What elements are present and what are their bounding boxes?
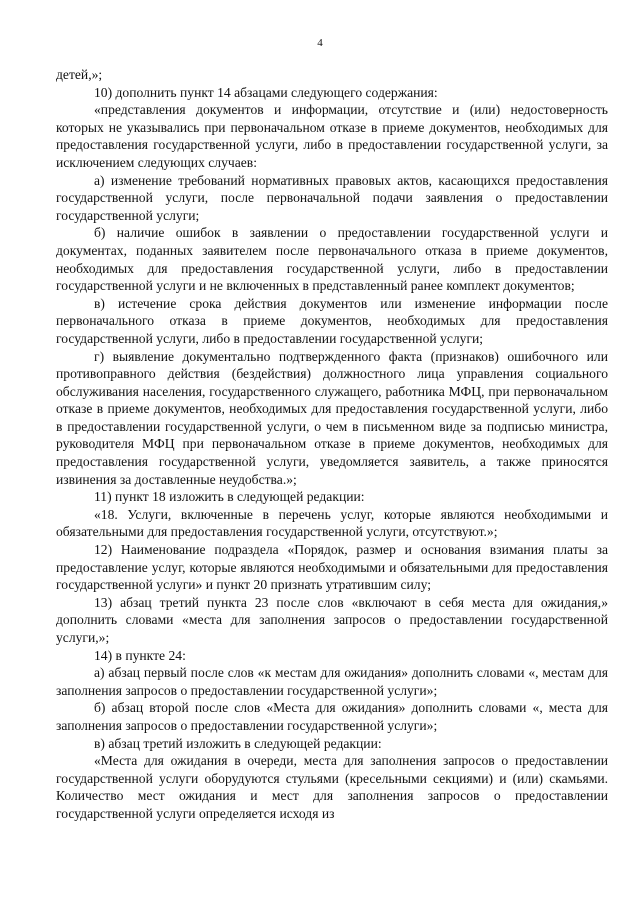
paragraph: 13) абзац третий пункта 23 после слов «включают в себя места для ожидания,» дополнить словами «места для заполнения запросов о предоставлении государственной услуги,»; [56,594,608,645]
paragraph: «18. Услуги, включенные в перечень услуг, которые являются необходимыми и обязательными для предоставления государственной услуги, отсутствуют.»; [56,506,608,540]
document-body [56,66,608,823]
paragraph: 14) в пункте 24: [94,647,186,663]
paragraph: в) истечение срока действия документов или изменение информации после первоначального отказа в приеме документов, необходимых для предоставления государственной услуги, либо в предоставлении государственной услуги; [56,295,608,346]
paragraph: «представления документов и информации, отсутствие и (или) недостоверность которых не указывались при первоначальном отказе в приеме документов, необходимых для предоставления государственной услуги, либо в предоставлении государственной услуги, за исключением следующих случаев: [56,102,608,170]
paragraph: в) абзац третий изложить в следующей редакции: [94,735,382,751]
page-number: 4 [317,37,323,49]
paragraph: а) абзац первый после слов «к местам для ожидания» дополнить словами «, местам для заполнения запросов о предоставлении государственной услуги»; [56,665,608,698]
paragraph: 11) пункт 18 изложить в следующей редакции: [94,489,365,505]
paragraph: «Места для ожидания в очереди, места для заполнения запросов о предоставлении государственной услуги оборудуются стульями (кресельными секциями) и (или) скамьями. Количество мест ожидания и мест для заполнения запросов о предоставлении государственной услуги определяется исходя из [56,753,608,821]
paragraph: 12) Наименование подраздела «Порядок, размер и основания взимания платы за предоставление услуг, которые являются необходимыми и обязательными для предоставления государственной услуги» и пункт 20 признать утратившим силу; [56,542,608,593]
paragraph: детей,»; [56,67,103,82]
paragraph: г) выявление документально подтвержденного факта (признаков) ошибочного или противоправного действия (бездействия) должностного лица управления социального обслуживания населения, государственного служащего, работника МФЦ, при первоначальном отказе в приеме документов, необходимых для предоставления государственной услуги, либо в предоставлении государственной услуги, о чем в письменном виде за подписью министра, руководителя МФЦ при первоначальном отказе в приеме документов, необходимых для предоставления государственной услуги, уведомляется заявитель, а также приносятся извинения за доставленные неудобства.»; [56,348,608,487]
paragraph: б) наличие ошибок в заявлении о предоставлении государственной услуги и документах, поданных заявителем после первоначального отказа в приеме документов, необходимых для предоставления государственной услуги, либо в предоставлении государственной услуги и не включенных в представленный ранее комплект документов; [56,225,608,294]
paragraph: а) изменение требований нормативных правовых актов, касающихся предоставления государственной услуги, после первоначальной подачи заявления о предоставлении государственной услуги; [56,172,608,223]
paragraph: 10) дополнить пункт 14 абзацами следующего содержания: [94,84,438,100]
paragraph: б) абзац второй после слов «Места для ожидания» дополнить словами «, места для заполнения запросов о предоставлении государственной услуги»; [56,700,608,733]
